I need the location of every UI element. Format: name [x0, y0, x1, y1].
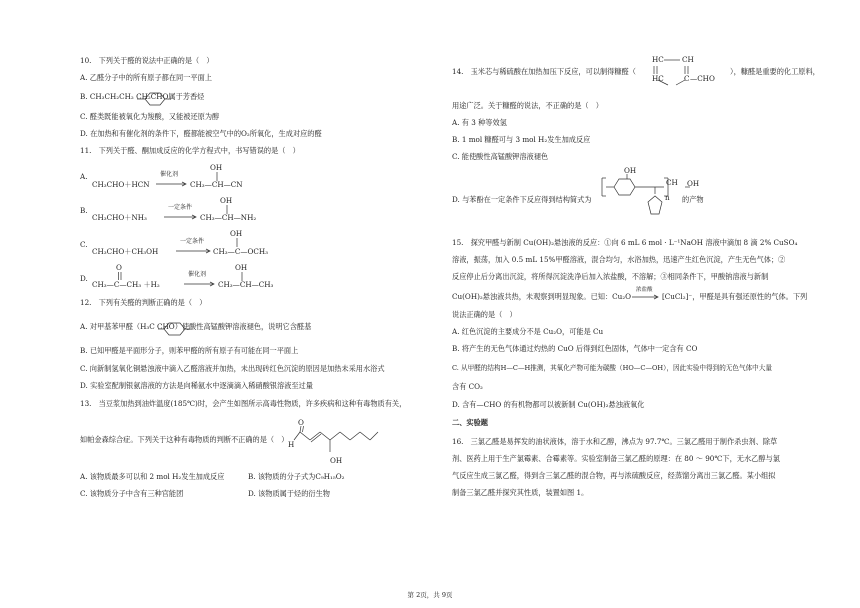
furfural-hc: HC — [652, 55, 664, 64]
question-16-line3: 气反应生成三氯乙醛，得到含三氯乙醛的混合物，再与浓硫酸反应，经蒸馏分离出三氯乙醛。某小组拟 — [452, 471, 776, 480]
q11-d-o: O — [116, 263, 122, 272]
q11-d-product: CH₃—CH—CH₃ — [218, 280, 274, 289]
question-15-line3: 反应停止后分离出沉淀，将所得沉淀洗净后加入浓盐酸，不溶解；③相同条件下，甲酸钠溶液与新制 — [452, 272, 769, 281]
furfural-ch: CH — [682, 55, 694, 64]
arrow-icon — [176, 248, 212, 254]
q15-option-d: D. 含有—CHO 的有机物都可以被新制 Cu(OH)₂悬浊液氧化 — [452, 400, 645, 409]
q11-d-reactants: CH₃—C—CH₃ ＋H₂ — [92, 280, 160, 289]
benzene-ring-icon — [158, 322, 192, 336]
q14-option-a: A. 有 3 种等效氢 — [452, 118, 507, 127]
q11-b-condition: 一定条件 — [168, 204, 193, 211]
q11-option-a-label: A. — [80, 172, 88, 181]
furfural-cho: —CHO — [690, 74, 715, 83]
q13-option-c: C. 该物质分子中含有三种官能团 — [80, 489, 184, 498]
q13-option-b: B. 该物质的分子式为C₉H₁₅O₂ — [248, 472, 345, 481]
q13-o-label: O — [298, 418, 304, 427]
question-15-line1: 15. 探究甲醛与新制 Cu(OH)₂悬浊液的反应：①向 6 mL 6 mol · L⁻¹NaOH 溶液中滴加 8 滴 2% CuSO₄ — [452, 238, 798, 247]
q13-h-label: H — [288, 440, 295, 449]
polymer-oh: OH — [624, 166, 637, 175]
q11-d-condition: 催化剂 — [188, 271, 207, 278]
q11-option-b-label: B. — [80, 206, 88, 215]
q11-option-c-label: C. — [80, 240, 88, 249]
q10-option-d: D. 在加热和有催化剂的条件下，醛都能被空气中的O₂所氧化，生成对应的醛 — [80, 129, 322, 138]
q10-option-b — [80, 92, 204, 102]
arrow-icon — [632, 294, 660, 300]
q12-option-d: D. 实验室配制银氨溶液的方法是向稀氨水中逐滴滴入稀硝酸银溶液至过量 — [80, 381, 313, 390]
q11-c-reactants: CH₃CHO＋CH₃OH — [92, 247, 159, 256]
section-experiment-heading: 二、实验题 — [452, 418, 488, 427]
q12-option-b: B. 已知甲醛是平面形分子，则苯甲醛的所有原子有可能在同一平面上 — [80, 346, 299, 355]
arrow-icon — [164, 214, 198, 220]
q14-option-c: C. 能使酸性高锰酸钾溶液褪色 — [452, 152, 549, 161]
benzene-ring-icon — [137, 92, 171, 106]
question-11: 11. 下列关于醛、酮加成反应的化学方程式中，书写错误的是（ ） — [80, 146, 300, 155]
q11-c-oh: OH — [230, 229, 243, 238]
q15-option-a: A. 红色沉淀的主要成分不是 Cu₂O，可能是 Cu — [452, 327, 604, 336]
question-15-line2: 溶液，振荡，加入 0.5 mL 15%甲醛溶液，混合均匀，水浴加热，迅速产生红色沉淀，产生无色气体；② — [452, 255, 786, 264]
furfural-c: C — [684, 74, 690, 83]
q10-option-a: A. 乙醛分子中的所有原子都在同一平面上 — [80, 73, 212, 82]
q12-option-a-pre: A. 对甲基苯甲醛（H₃C — [80, 322, 155, 331]
q11-b-product: CH₃—CH—NH₂ — [200, 213, 257, 222]
q11-b-oh: OH — [220, 196, 233, 205]
q12-option-c: C. 向新制氢氧化铜悬浊液中滴入乙醛溶液并加热，未出现砖红色沉淀的原因是加热未采用水浴式 — [80, 364, 385, 373]
arrow-icon — [156, 181, 188, 187]
question-13-line1: 13. 当豆浆加热到油炸温度(185℃)时，会产生如图所示高毒性物质，许多疾病和这种有毒物质有关， — [80, 399, 407, 408]
q14-line1-pre: 14. 玉米芯与稀硫酸在加热加压下反应，可以制得糠醛（ — [452, 67, 636, 76]
question-14-line1 — [452, 67, 636, 77]
q14-option-d-pre: D. 与苯酚在一定条件下反应得到结构简式为 — [452, 195, 592, 204]
polymer-oh2: OH — [687, 179, 700, 188]
q15-condition: 浓盐酸 — [636, 287, 653, 293]
question-10: 10. 下列关于醛的说法中正确的是（ ） — [80, 56, 214, 65]
furfural-structure-icon — [650, 58, 694, 88]
furfural-hc2: HC — [652, 74, 664, 83]
question-12: 12. 下列有关醛的判断正确的是（ ） — [80, 298, 207, 307]
question-16-line1: 16. 三氯乙醛是易挥发的油状液体，溶于水和乙醇，沸点为 97.7℃。三氯乙醛用于制作杀虫剂、除草 — [452, 437, 778, 446]
q11-b-reactants: CH₃CHO＋NH₃ — [92, 213, 147, 222]
q11-c-product: CH₃—C—OCH₃ — [213, 247, 269, 256]
q11-a-product: CH₃—CH—CN — [190, 180, 243, 189]
question-16-line4: 制备三氯乙醛并探究其性质，装置如图 1。 — [452, 488, 589, 497]
toxic-aldehyde-structure-icon — [290, 422, 380, 458]
q13-option-a: A. 该物质最多可以和 2 mol H₂发生加成反应 — [80, 472, 225, 481]
arrow-icon — [184, 281, 216, 287]
q12-option-a — [80, 322, 311, 332]
question-13-line2: 如帕金森综合症。下列关于这种有毒物质的判断不正确的是（ ） — [80, 435, 289, 444]
q13-option-d: D. 该物质属于烃的衍生物 — [248, 489, 330, 498]
q10-option-c: C. 醛类既能被氧化为羧酸，又能被还原为醇 — [80, 112, 220, 121]
question-16-line2: 剂、医药上用于生产氯霉素、合霉素等。实验室制备三氯乙醛的原理：在 80 ～ 90℃下，无水乙醇与氯 — [452, 454, 780, 463]
page-footer: 第 2页，共 9页 — [407, 591, 453, 599]
q12-option-a-post: CHO）使酸性高锰酸钾溶液褪色，说明它含醛基 — [157, 322, 312, 331]
q15-option-c: C. 从甲醛的结构H—C—H推测，其氧化产物可能为碳酸（HO—C—OH），因此实验中得到的无色气体中大量 — [452, 364, 772, 372]
q10-option-b-post: CH₂CHO属于芳香烃 — [136, 92, 205, 101]
q11-a-reactants: CH₃CHO＋HCN — [92, 180, 150, 189]
q15-option-b: B. 将产生的无色气体通过灼热的 CuO 后得到红色固体，气体中一定含有 CO — [452, 344, 698, 353]
q11-a-oh: OH — [210, 163, 223, 172]
question-15-line4-pre: Cu(OH)₂悬浊液共热，未观察到明显现象。已知：Cu₂O — [452, 292, 632, 301]
q11-option-d-label: D. — [80, 274, 88, 283]
q15-option-c-line2: 含有 CO₂ — [452, 382, 483, 391]
q11-c-condition: 一定条件 — [180, 238, 205, 245]
question-15-line4-post: [CuCl₂]⁻，甲醛是具有强还原性的气体。下列 — [662, 292, 808, 301]
polymer-ch: CH — [666, 178, 678, 187]
question-15-line5: 说法正确的是（ ） — [452, 310, 517, 319]
q10-option-b-pre: B. CH₃CH₂CH₂ — [80, 92, 134, 101]
q14-option-d-post: 的产物 — [682, 195, 704, 204]
double-bond-icon — [117, 272, 123, 280]
question-14-line2: 用途广泛。关于糠醛的说法，不正确的是（ ） — [452, 101, 603, 110]
q13-oh-label: OH — [330, 456, 343, 465]
bond-icon — [235, 238, 239, 247]
polymer-n: n — [665, 193, 670, 202]
q14-option-b: B. 1 mol 糠醛可与 3 mol H₂发生加成反应 — [452, 135, 591, 144]
q11-d-oh: OH — [235, 263, 248, 272]
q14-line1-post: ），糠醛是重要的化工原料， — [730, 67, 820, 76]
q11-a-condition: 催化剂 — [160, 171, 179, 178]
